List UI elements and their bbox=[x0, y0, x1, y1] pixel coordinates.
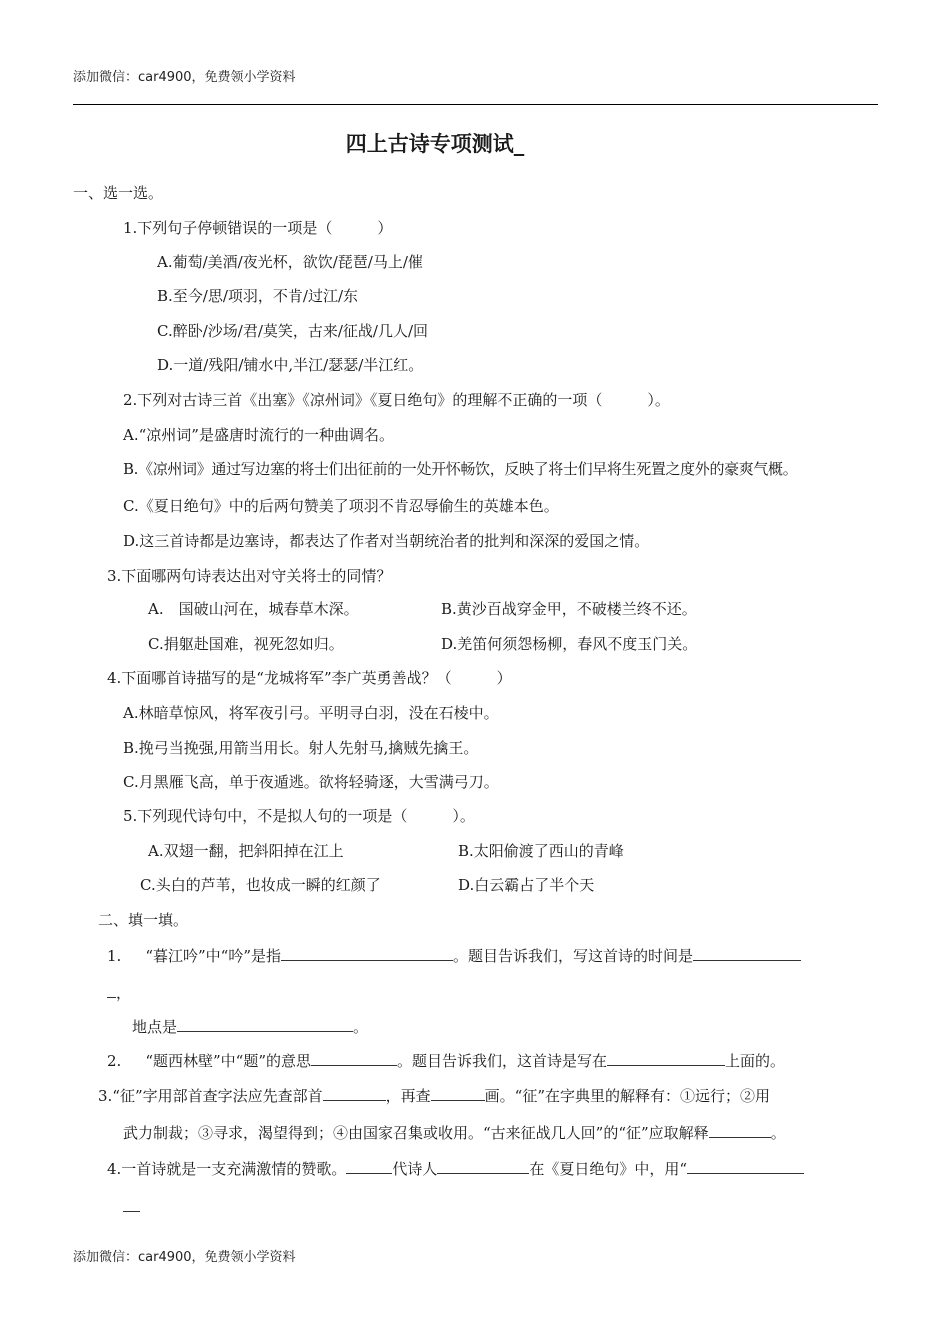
fill-1-text-d: 地点是 bbox=[132, 1018, 178, 1036]
fill-1-text-a: “暮江吟”中“吟”是指 bbox=[145, 947, 281, 965]
fill-2-blank-2[interactable] bbox=[607, 1050, 725, 1066]
fill-1-blank-2[interactable] bbox=[693, 945, 801, 961]
fill-2-text-a: “题西林壁”中“题”的意思 bbox=[145, 1052, 311, 1070]
q5-option-b: B.太阳偷渡了西山的青峰 bbox=[458, 842, 624, 860]
fill-4-text-b: 代诗人 bbox=[392, 1160, 438, 1178]
q3-option-c: C.捐躯赴国难，视死忽如归。 bbox=[148, 635, 344, 653]
fill-3-text-b: ，再查 bbox=[385, 1087, 431, 1105]
fill-3-text-a: 3.“征”字用部首查字法应先查部首 bbox=[98, 1087, 323, 1105]
q1-option-a: A.葡萄/美酒/夜光杯，欲饮/琵琶/马上/催 bbox=[157, 253, 423, 271]
header-rule bbox=[73, 104, 878, 105]
q4-option-c: C.月黑雁飞高，单于夜遁逃。欲将轻骑逐，大雪满弓刀。 bbox=[123, 773, 499, 791]
section-2-heading: 二、填一填。 bbox=[98, 911, 189, 929]
fill-1-blank-1[interactable] bbox=[281, 945, 453, 961]
fill-1-text-e: 。 bbox=[353, 1018, 369, 1036]
fill-1-text-b: 。题目告诉我们，写这首诗的时间是 bbox=[453, 947, 694, 965]
q1-option-b: B.至今/思/项羽，不肯/过江/东 bbox=[157, 287, 359, 305]
fill-2-text-b: 。题目告诉我们，这首诗是写在 bbox=[397, 1052, 608, 1070]
fill-4-blank-3-continued[interactable] bbox=[123, 1196, 140, 1212]
q5-option-c: C.头白的芦苇，也妆成一瞬的红颜了 bbox=[140, 876, 381, 894]
fill-4-line-1 bbox=[107, 1158, 804, 1179]
fill-1-blank-3[interactable] bbox=[177, 1016, 353, 1032]
fill-1-line-2 bbox=[107, 982, 131, 1003]
fill-3-text-c: 画。“征”在字典里的解释有：①远行；②用 bbox=[484, 1087, 771, 1105]
fill-4-blank-2[interactable] bbox=[437, 1158, 529, 1174]
fill-3-line-1 bbox=[98, 1085, 770, 1106]
fill-3-line-2 bbox=[123, 1122, 786, 1143]
q4-stem: 4.下面哪首诗描写的是“龙城将军”李广英勇善战？（ ） bbox=[107, 669, 512, 687]
q2-option-b: B.《凉州词》通过写边塞的将士们出征前的一处开怀畅饮，反映了将士们早将生死置之度外的豪爽气概。 bbox=[123, 460, 798, 478]
fill-4-text-a: 4.一首诗就是一支充满激情的赞歌。 bbox=[107, 1160, 347, 1178]
fill-1-text-c: ， bbox=[116, 984, 132, 1002]
q5-stem: 5.下列现代诗句中，不是拟人句的一项是（ ）。 bbox=[123, 807, 475, 825]
q5-option-d: D.白云霸占了半个天 bbox=[458, 876, 595, 894]
fill-4-blank-3[interactable] bbox=[687, 1158, 804, 1174]
fill-4-text-c: 在《夏日绝句》中，用“ bbox=[529, 1160, 688, 1178]
fill-2-line bbox=[107, 1050, 785, 1071]
fill-4-blank-1[interactable] bbox=[346, 1158, 392, 1174]
q1-option-d: D.一道/残阳/铺水中,半江/瑟瑟/半江红。 bbox=[157, 356, 424, 374]
q3-option-d: D.羌笛何须怨杨柳，春风不度玉门关。 bbox=[441, 635, 698, 653]
q4-option-b: B.挽弓当挽强,用箭当用长。射人先射马,擒贼先擒王。 bbox=[123, 739, 479, 757]
fill-2-blank-1[interactable] bbox=[311, 1050, 397, 1066]
fill-2-text-c: 上面的。 bbox=[725, 1052, 786, 1070]
fill-1-line-1 bbox=[107, 945, 801, 966]
q3-option-b: B.黄沙百战穿金甲，不破楼兰终不还。 bbox=[441, 600, 697, 618]
fill-3-blank-2[interactable] bbox=[431, 1085, 485, 1101]
q2-stem: 2.下列对古诗三首《出塞》《凉州词》《夏日绝句》的理解不正确的一项（ ）。 bbox=[123, 391, 670, 409]
q2-option-a: A.“凉州词”是盛唐时流行的一种曲调名。 bbox=[123, 426, 394, 444]
fill-3-blank-1[interactable] bbox=[323, 1085, 386, 1101]
fill-4-line-2 bbox=[123, 1196, 140, 1217]
fill-1-line-3 bbox=[132, 1016, 368, 1037]
page-title: 四上古诗专项测试_ bbox=[345, 132, 525, 156]
q1-option-c: C.醉卧/沙场/君/莫笑，古来/征战/几人/回 bbox=[157, 322, 429, 340]
fill-3-text-e: 。 bbox=[770, 1124, 786, 1142]
header-text: 添加微信：car4900，免费领小学资料 bbox=[73, 70, 296, 85]
q3-stem: 3.下面哪两句诗表达出对守关将士的同情？ bbox=[107, 567, 392, 585]
q3-option-a: A. 国破山河在，城春草木深。 bbox=[148, 600, 359, 618]
q2-option-c: C.《夏日绝句》中的后两句赞美了项羽不肯忍辱偷生的英雄本色。 bbox=[123, 497, 559, 515]
q2-option-d: D.这三首诗都是边塞诗，都表达了作者对当朝统治者的批判和深深的爱国之情。 bbox=[123, 532, 650, 550]
fill-1-number: 1. bbox=[107, 947, 122, 965]
q5-option-a: A.双翅一翻，把斜阳掉在江上 bbox=[148, 842, 344, 860]
fill-3-text-d: 武力制裁；③寻求，渴望得到；④由国家召集或收用。“古来征战几人回”的“征”应取解释 bbox=[123, 1124, 709, 1142]
section-1-heading: 一、选一选。 bbox=[73, 184, 164, 202]
fill-3-blank-3[interactable] bbox=[709, 1122, 771, 1138]
q4-option-a: A.林暗草惊风，将军夜引弓。平明寻白羽，没在石棱中。 bbox=[123, 704, 499, 722]
footer-text: 添加微信：car4900，免费领小学资料 bbox=[73, 1250, 296, 1265]
fill-1-blank-2-continued[interactable] bbox=[107, 982, 116, 998]
q1-stem: 1.下列句子停顿错误的一项是（ ） bbox=[123, 219, 393, 237]
fill-2-number: 2. bbox=[107, 1052, 122, 1070]
